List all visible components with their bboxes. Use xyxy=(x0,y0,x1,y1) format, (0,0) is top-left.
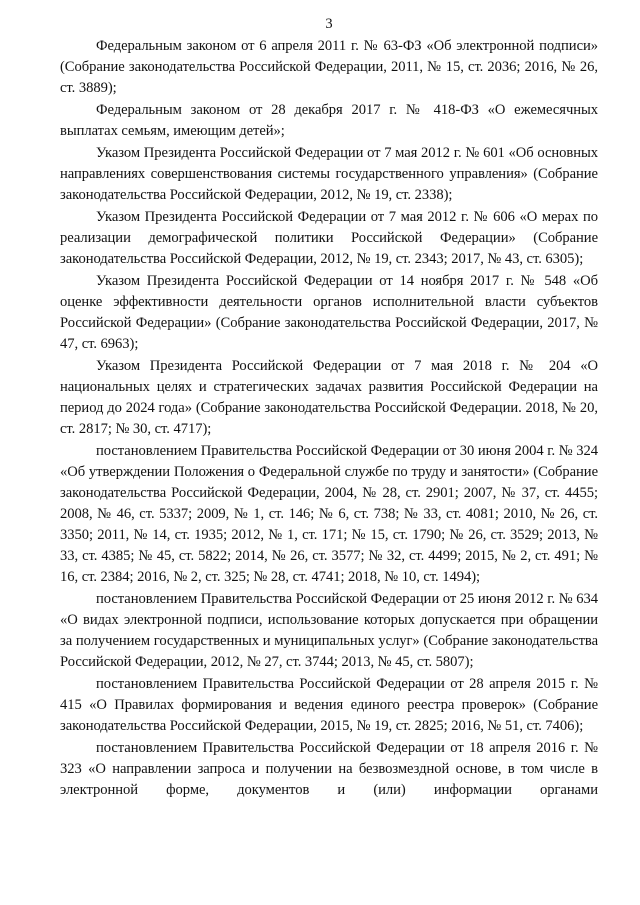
paragraph-resolution-634: постановлением Правительства Российской Федерации от 25 июня 2012 г. № 634 «О видах электронной подписи, использование которых допускается при обращении за получением государственных и муниципальных услуг» (Собрание законодательства Российской Федерации, 2012, № 27, ст. 3744; 2013, № 45, ст. 5807); xyxy=(60,591,598,670)
paragraph-63-fz: Федеральным законом от 6 апреля 2011 г. № 63-ФЗ «Об электронной подписи» (Собрание законодательства Российской Федерации, 2011, № 15, ст. 2036; 2016, № 26, ст. 3889); xyxy=(60,38,598,96)
paragraph-resolution-324: постановлением Правительства Российской Федерации от 30 июня 2004 г. № 324 «Об утверждении Положения о Федеральной службе по труду и занятости» (Собрание законодательства Российской Федерации, 2004, № 28, ст. 2901; 2007, № 37, ст. 4455; 2008, № 46, ст. 5337; 2009, № 1, ст. 146; № 6, ст. 738; № 33, ст. 4081; 2010, № 26, ст. 3350; 2011, № 14, ст. 1935; 2012, № 1, ст. 171; № 15, ст. 1790; № 26, ст. 3529; 2013, № 33, ст. 4385; № 45, ст. 5822; 2014, № 26, ст. 3577; № 32, ст. 4499; 2015, № 2, ст. 491; № 16, ст. 2384; 2016, № 2, ст. 325; № 28, ст. 4741; 2018, № 10, ст. 1494); xyxy=(60,443,598,585)
paragraph-resolution-323: постановлением Правительства Российской Федерации от 18 апреля 2016 г. № 323 «О направлении запроса и получении на безвозмездной основе, в том числе в электронной форме, документов и (или) информации органами xyxy=(60,740,598,798)
page-number: 3 xyxy=(325,16,333,32)
paragraph-resolution-415: постановлением Правительства Российской Федерации от 28 апреля 2015 г. № 415 «О Правилах формирования и ведения единого реестра проверок» (Собрание законодательства Российской Федерации, 2015, № 19, ст. 2825; 2016, № 51, ст. 7406); xyxy=(60,676,598,734)
paragraph-decree-606: Указом Президента Российской Федерации от 7 мая 2012 г. № 606 «О мерах по реализации демографической политики Российской Федерации» (Собрание законодательства Российской Федерации, 2012, № 19, ст. 2343; 2017, № 43, ст. 6305); xyxy=(60,209,598,267)
paragraph-decree-548: Указом Президента Российской Федерации от 14 ноября 2017 г. № 548 «Об оценке эффективности деятельности органов исполнительной власти субъектов Российской Федерации» (Собрание законодательства Российской Федерации, 2017, № 47, ст. 6963); xyxy=(60,273,598,352)
paragraph-418-fz: Федеральным законом от 28 декабря 2017 г. № 418-ФЗ «О ежемесячных выплатах семьям, имеющим детей»; xyxy=(60,102,598,139)
paragraph-decree-601: Указом Президента Российской Федерации от 7 мая 2012 г. № 601 «Об основных направлениях совершенствования системы государственного управления» (Собрание законодательства Российской Федерации, 2012, № 19, ст. 2338); xyxy=(60,145,598,203)
paragraph-decree-204: Указом Президента Российской Федерации от 7 мая 2018 г. № 204 «О национальных целях и стратегических задачах развития Российской Федерации на период до 2024 года» (Собрание законодательства Российской Федерации. 2018, № 20, ст. 2817; № 30, ст. 4717); xyxy=(60,358,598,437)
